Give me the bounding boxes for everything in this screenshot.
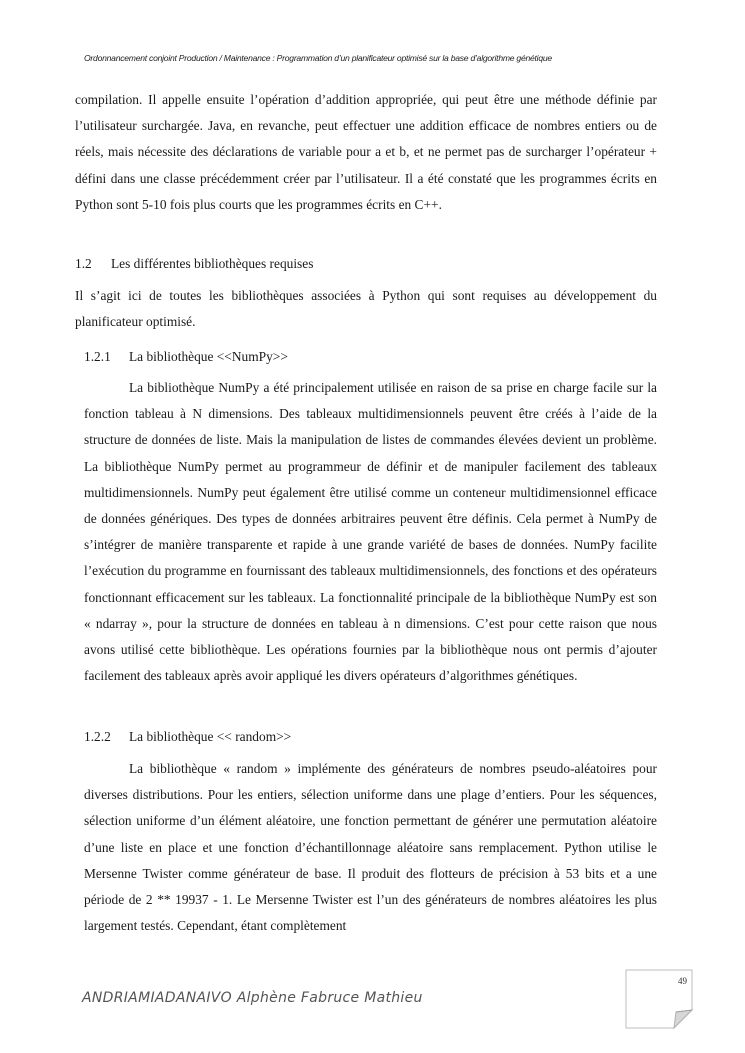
subsection-title: La bibliothèque <<NumPy>> bbox=[129, 349, 288, 364]
section-heading-libraries bbox=[75, 252, 313, 276]
paragraph-random: La bibliothèque « random » implémente des générateurs de nombres pseudo-aléatoires pour diverses distributions. Pour les entiers, sélection uniforme dans une plage d’entiers. Pour les séquences, sélection uniforme d’un élément aléatoire, une fonction permettant de générer une permutation aléatoire d’une liste en place et une fonction d’échantillonnage aléatoire sans remplacement. Python utilise le Mersenne Twister comme générateur de base. Il produit des flotteurs de précision à 53 bits et a une période de 2 ** 19937 - 1. Le Mersenne Twister est l’un des générateurs de nombres aléatoires les plus largement testés. Cependant, étant complètement bbox=[84, 761, 657, 934]
subsection-heading-numpy bbox=[84, 345, 288, 369]
paragraph-libraries-intro: Il s’agit ici de toutes les bibliothèques associées à Python qui sont requises au développement du planificateur optimisé. bbox=[75, 288, 657, 330]
author-signature: ANDRIAMIADANAIVO Alphène Fabruce Mathieu bbox=[82, 990, 423, 1006]
subsection-heading-random bbox=[84, 725, 291, 749]
subsection-number: 1.2.1 bbox=[84, 349, 111, 364]
section-title: Les différentes bibliothèques requises bbox=[111, 256, 314, 271]
paragraph-continuation: compilation. Il appelle ensuite l’opération d’addition appropriée, qui peut être une méthode définie par l’utilisateur surchargée. Java, en revanche, peut effectuer une addition efficace de nombres entiers ou de réels, mais nécessite des déclarations de variable pour a et b, et ne permet pas de surcharger l’opérateur + défini dans une classe précédemment créer par l’utilisateur. Il a été constaté que les programmes écrits en Python sont 5-10 fois plus courts que les programmes écrits en C++. bbox=[75, 92, 657, 212]
subsection-title: La bibliothèque << random>> bbox=[129, 729, 292, 744]
page-number: 49 bbox=[678, 976, 687, 986]
subsection-number: 1.2.2 bbox=[84, 729, 111, 744]
paragraph-numpy: La bibliothèque NumPy a été principalement utilisée en raison de sa prise en charge facile sur la fonction tableau à N dimensions. Des tableaux multidimensionnels peuvent être créés à l’aide de la structure de données de liste. Mais la manipulation de listes de commandes élevées devient un problème. La bibliothèque NumPy permet au programmeur de définir et de manipuler facilement des tableaux multidimensionnels. NumPy peut également être utilisé comme un conteneur multidimensionnel efficace de données génériques. Des types de données arbitraires peuvent être définis. Cela permet à NumPy de s’intégrer de manière transparente et rapide à une grande variété de bases de données. NumPy facilite l’exécution du programme en fournissant des tableaux multidimensionnels, des fonctions et des opérateurs fonctionnant efficacement sur les tableaux. La fonctionnalité principale de la bibliothèque NumPy est son « ndarray », pour la structure de données en tableau à n dimensions. C’est pour cette raison que nous avons utilisé cette bibliothèque. Les opérations fournies par la bibliothèque nous ont permis d’ajouter facilement des tableaux après avoir appliqué les divers opérateurs d’algorithmes génétiques. bbox=[84, 380, 657, 684]
running-header: Ordonnancement conjoint Production / Maintenance : Programmation d’un planificateur optimisé sur la base d’algorithme génétique bbox=[84, 53, 552, 63]
section-number: 1.2 bbox=[75, 256, 92, 271]
